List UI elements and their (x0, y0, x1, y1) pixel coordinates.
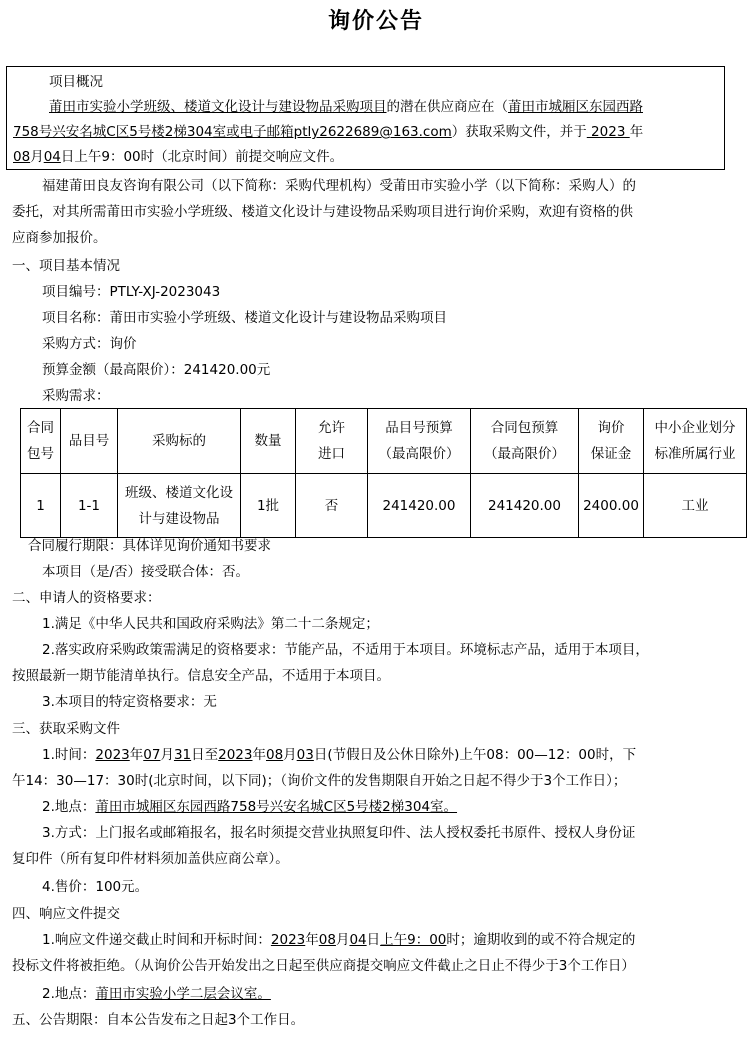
consortium-note: 本项目（是/否）接受联合体：否。 (42, 564, 250, 580)
contract-period: 合同履行期限：具体详见询价通知书要求 (28, 538, 271, 554)
qualification-3: 3.本项目的特定资格要求：无 (42, 694, 217, 710)
col-header-deposit: 询价 保证金 (579, 409, 644, 474)
section-3-heading: 三、获取采购文件 (12, 721, 120, 737)
obtain-time-line-2: 午14：30—17：30时(北京时间，以下同)；（询价文件的发售期限自开始之日起不得少于3个工作日）； (12, 773, 627, 789)
obtain-price: 4.售价：100元。 (42, 879, 149, 895)
procurement-method: 采购方式：询价 (42, 336, 137, 352)
budget-amount: 预算金额（最高限价）：241420.00元 (42, 362, 271, 378)
col-header-subject: 采购标的 (118, 409, 241, 474)
project-overview-box (6, 66, 725, 170)
qualification-1: 1.满足《中华人民共和国政府采购法》第二十二条规定； (42, 616, 379, 632)
obtain-time-line-1: 1.时间：2023年07月31日至2023年08月03日(节假日及公休日除外)上午08：00—12：00时，下 (42, 747, 637, 763)
cell-package-budget: 241420.00 (471, 474, 579, 538)
overview-line-3: 08月04日上午9：00时（北京时间）前提交响应文件。 (13, 149, 344, 165)
obtain-way-line-1: 3.方式：上门报名或邮箱报名，报名时须提交营业执照复印件、法人授权委托书原件、授权人身份证 (42, 825, 636, 841)
cell-subject: 班级、楼道文化设 计与建设物品 (118, 474, 241, 538)
obtain-place: 2.地点：莆田市城厢区东园西路758号兴安名城C区5号楼2梯304室。 (42, 799, 458, 815)
col-header-import: 允许 进口 (296, 409, 368, 474)
col-header-item-budget: 品目号预算 （最高限价） (368, 409, 471, 474)
procurement-table (20, 408, 747, 538)
deadline-line-1: 1.响应文件递交截止时间和开标时间：2023年08月04日上午9：00时；逾期收到的或不符合规定的 (42, 932, 636, 948)
deadline-line-2: 投标文件将被拒绝。（从询价公告开始发出之日起至供应商提交响应文件截止之日止不得少于3个工作日） (12, 958, 635, 974)
col-header-item-no: 品目号 (61, 409, 118, 474)
intro-line-1: 福建莆田良友咨询有限公司（以下简称：采购代理机构）受莆田市实验小学（以下简称：采购人）的 (42, 178, 636, 194)
overview-line-1: 莆田市实验小学班级、楼道文化设计与建设物品采购项目的潜在供应商应在（莆田市城厢区东园西路 (49, 99, 643, 115)
overview-heading: 项目概况 (49, 74, 103, 90)
page-title: 询价公告 (327, 8, 424, 34)
cell-industry: 工业 (644, 474, 747, 538)
procurement-needs-label: 采购需求： (42, 388, 110, 404)
table-row (21, 474, 747, 538)
cell-item-no: 1-1 (61, 474, 118, 538)
cell-quantity: 1批 (241, 474, 296, 538)
section-2-heading: 二、申请人的资格要求： (12, 590, 161, 606)
col-header-package: 合同 包号 (21, 409, 61, 474)
section-4-heading: 四、响应文件提交 (12, 906, 120, 922)
cell-item-budget: 241420.00 (368, 474, 471, 538)
project-number: 项目编号：PTLY-XJ-2023043 (42, 284, 221, 300)
section-1-heading: 一、项目基本情况 (12, 258, 120, 274)
cell-package: 1 (21, 474, 61, 538)
col-header-package-budget: 合同包预算 （最高限价） (471, 409, 579, 474)
col-header-quantity: 数量 (241, 409, 296, 474)
cell-deposit: 2400.00 (579, 474, 644, 538)
intro-line-2: 委托，对其所需莆田市实验小学班级、楼道文化设计与建设物品采购项目进行询价采购，欢迎有资格的供 (12, 204, 633, 220)
col-header-industry: 中小企业划分 标准所属行业 (644, 409, 747, 474)
intro-line-3: 应商参加报价。 (12, 230, 107, 246)
obtain-way-line-2: 复印件（所有复印件材料须加盖供应商公章）。 (12, 851, 289, 867)
section-5-heading: 五、公告期限：自本公告发布之日起3个工作日。 (12, 1012, 305, 1028)
submission-place: 2.地点：莆田市实验小学二层会议室。 (42, 986, 271, 1002)
qualification-2-line-2: 按照最新一期节能清单执行。信息安全产品，不适用于本项目。 (12, 668, 390, 684)
cell-import: 否 (296, 474, 368, 538)
overview-line-2: 758号兴安名城C区5号楼2梯304室或电子邮箱ptly2622689@163.com）获取采购文件，并于 2023 年 (13, 124, 644, 140)
project-name: 项目名称：莆田市实验小学班级、楼道文化设计与建设物品采购项目 (42, 310, 447, 326)
table-header-row (21, 409, 747, 474)
qualification-2-line-1: 2.落实政府采购政策需满足的资格要求：节能产品，不适用于本项目。环境标志产品，适用于本项目， (42, 642, 649, 658)
